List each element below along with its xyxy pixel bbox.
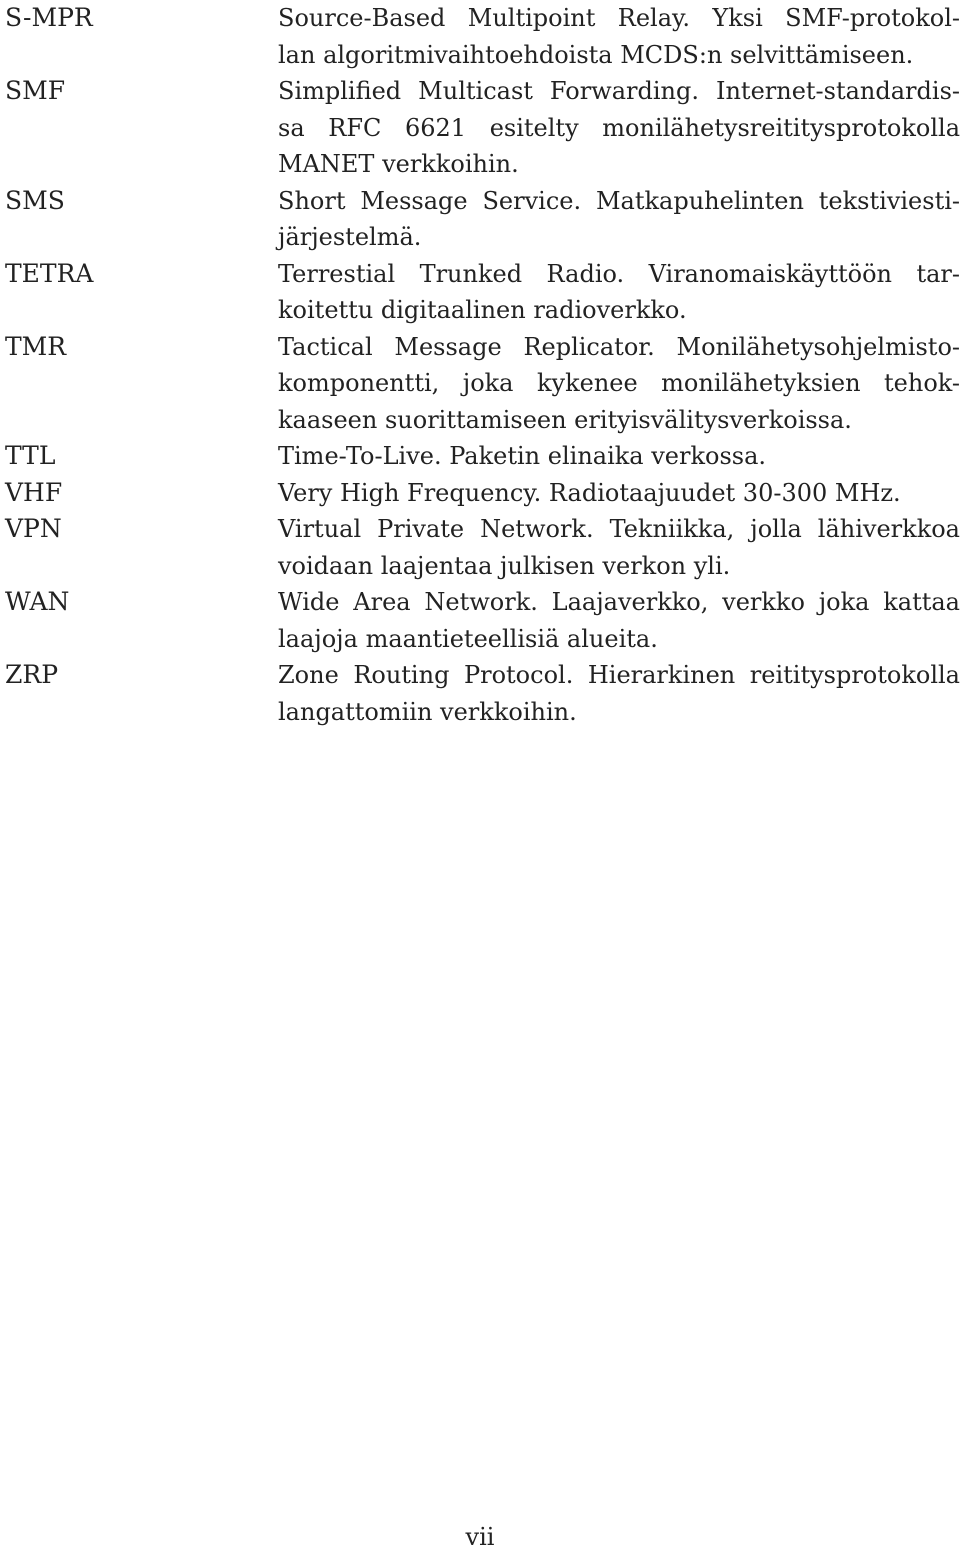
glossary-definition [278, 256, 960, 329]
definition-line: voidaan laajentaa julkisen verkon yli. [278, 551, 731, 580]
definition-line: Source-Based Multipoint Relay. Yksi SMF-protokol- [278, 4, 960, 32]
glossary-entry [5, 256, 960, 329]
definition-line: lan algoritmivaihtoehdoista MCDS:n selvittämiseen. [278, 40, 914, 69]
glossary-list [5, 0, 960, 730]
glossary-definition [278, 657, 960, 730]
definition-line: Simplified Multicast Forwarding. Internet-standardis- [278, 77, 960, 105]
glossary-entry [5, 511, 960, 584]
glossary-definition [278, 511, 960, 584]
glossary-term: TETRA [5, 258, 94, 288]
definition-line: Very High Frequency. Radiotaajuudet 30-300 MHz. [278, 478, 901, 507]
glossary-entry [5, 73, 960, 183]
glossary-definition [278, 584, 960, 657]
definition-line: komponentti, joka kykenee monilähetyksien tehok- [278, 369, 960, 397]
glossary-definition [278, 0, 960, 73]
glossary-term: TTL [5, 441, 56, 470]
glossary-term: VHF [5, 477, 63, 507]
glossary-term: ZRP [5, 660, 59, 689]
glossary-term: TMR [5, 331, 67, 361]
glossary-entry [5, 329, 960, 439]
glossary-definition [278, 183, 960, 256]
glossary-definition [278, 475, 960, 512]
definition-line: Virtual Private Network. Tekniikka, jolla lähiverkkoa [278, 515, 960, 543]
glossary-entry [5, 657, 960, 730]
definition-line: sa RFC 6621 esitelty monilähetysreititysprotokolla [278, 113, 960, 142]
definition-line: Terrestial Trunked Radio. Viranomaiskäyttöön tar- [278, 259, 960, 288]
glossary-entry [5, 183, 960, 256]
glossary-entry [5, 438, 960, 475]
definition-line: Time-To-Live. Paketin elinaika verkossa. [278, 442, 767, 470]
glossary-term: SMF [5, 76, 66, 105]
glossary-entry [5, 475, 960, 512]
page-number: vii [465, 1523, 495, 1551]
definition-line: Wide Area Network. Laajaverkko, verkko joka kattaa [278, 588, 960, 616]
definition-line: langattomiin verkkoihin. [278, 697, 577, 726]
definition-line: laajoja maantieteellisiä alueita. [278, 624, 658, 653]
definition-line: järjestelmä. [278, 223, 422, 251]
glossary-term: S-MPR [5, 3, 93, 32]
glossary-definition [278, 329, 960, 439]
definition-line: Short Message Service. Matkapuhelinten tekstiviesti- [278, 186, 960, 215]
definition-line: kaaseen suorittamiseen erityisvälitysverkoissa. [278, 405, 852, 434]
glossary-entry [5, 584, 960, 657]
glossary-definition [278, 73, 960, 183]
glossary-definition [278, 438, 960, 475]
glossary-term: SMS [5, 185, 65, 215]
glossary-term: VPN [5, 514, 62, 543]
glossary-entry [5, 0, 960, 73]
definition-line: koitettu digitaalinen radioverkko. [278, 296, 687, 324]
definition-line: Zone Routing Protocol. Hierarkinen reititysprotokolla [278, 661, 960, 689]
definition-line: MANET verkkoihin. [278, 150, 519, 178]
definition-line: Tactical Message Replicator. Monilähetysohjelmisto- [278, 332, 960, 361]
glossary-term: WAN [5, 587, 70, 616]
